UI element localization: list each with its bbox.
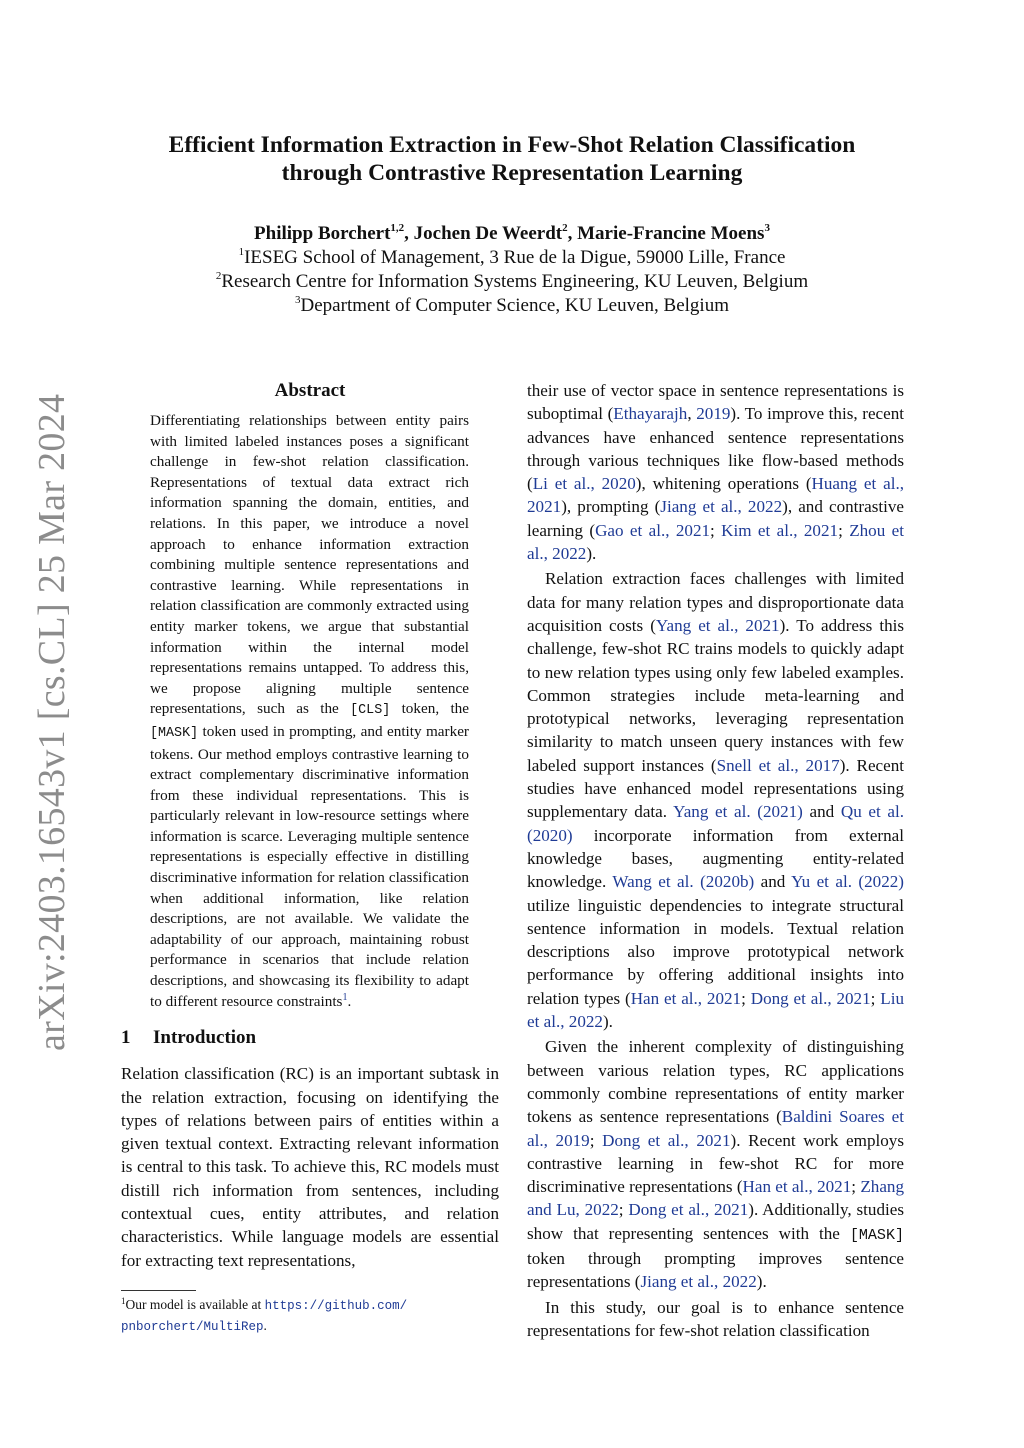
text-run: Given the inherent complexity of distinguishing between various relation types, RC applications commonly combine representations of entity marker tokens as sentence representations ( xyxy=(527,1037,904,1127)
text-run: ). Recent studies have enhanced model representations using supplementary data. xyxy=(527,755,905,822)
text-run: Relation extraction faces challenges with limited data for many relation types and disproportionate data acquisition costs ( xyxy=(527,569,904,635)
text-run: incorporate information from external knowledge bases, augmenting entity-related knowledge. xyxy=(527,825,904,892)
text-run: ; xyxy=(618,1200,629,1220)
author-block xyxy=(120,222,904,318)
citation-link[interactable]: Han et al., 2021 xyxy=(630,988,742,1008)
footnote-reference[interactable]: 1 xyxy=(342,991,348,1003)
citation-link[interactable]: Wang et al. (2020b) xyxy=(612,872,755,892)
citation-link[interactable]: Dong et al., 2021 xyxy=(628,1200,749,1220)
title-line-1: Efficient Information Extraction in Few-Shot Relation Classification xyxy=(168,132,856,158)
affiliation-2 xyxy=(120,270,904,294)
abstract-text: Differentiating relationships between entity pairs with limited labeled instances poses a significant challenge in few-shot relation classification. Representations of textual data extract rich information spanning the domain, entities, and relations. In this paper, we introduce a novel approach to enhance information extraction combining multiple sentence representations and contrastive learning. While representations in relation classification are commonly extracted using entity marker tokens, we argue that substantial information within the internal model representations remains untapped. To address this, we propose aligning multiple sentence representations, such as the xyxy=(150,412,469,718)
text-run: ). Additionally, studies show that representing sentences with the xyxy=(527,1200,904,1243)
intro-paragraph-1-continued xyxy=(527,379,904,565)
author-separator: , xyxy=(567,223,578,244)
citation-link[interactable]: Baldini Soares et al., 2019 xyxy=(527,1107,904,1150)
abstract-text: token, the xyxy=(390,700,470,718)
arxiv-identifier-stamp: arXiv:2403.16543v1 [cs.CL] 25 Mar 2024 xyxy=(31,393,73,1051)
mask-token: [MASK] xyxy=(849,1225,904,1244)
citation-link[interactable]: Jiang et al., 2022 xyxy=(660,497,783,517)
text-run: and xyxy=(802,802,841,822)
intro-paragraph-3 xyxy=(527,1035,904,1293)
author-1: Philipp Borchert xyxy=(254,223,391,244)
citation-link[interactable]: Yang et al. (2021) xyxy=(673,802,803,822)
text-run: ; xyxy=(710,520,722,540)
text-run: ). To address this challenge, few-shot RC trains models to quickly adapt to new relation types using only few labeled examples. Common strategies include meta-learning and prototypical networks, leveraging representation similarity to match unseen query instances with few labeled support instances ( xyxy=(527,615,905,775)
citation-link[interactable]: Yu et al. (2022) xyxy=(791,872,904,892)
text-run: ), prompting ( xyxy=(561,497,661,517)
footnote-marker: 1 xyxy=(121,1296,126,1306)
mask-token: [MASK] xyxy=(150,725,199,741)
abstract-body xyxy=(150,411,469,1012)
footnote-url[interactable]: pnborchert/MultiRep xyxy=(121,1320,264,1334)
intro-paragraph-4: In this study, our goal is to enhance sentence representations for few-shot relation classification xyxy=(527,1297,904,1340)
text-run: ; xyxy=(741,988,751,1008)
text-run: token through prompting improves sentence representations ( xyxy=(527,1248,904,1292)
author-1-affil: 1,2 xyxy=(390,222,405,234)
citation-link[interactable]: Huang et al., 2021 xyxy=(527,474,904,517)
abstract-text: token used in prompting, and entity marker tokens. Our method employs contrastive learning to extract complementary discriminative information from these individual representations. This is particularly relevant in low-resource settings where information is scarce. Leveraging multiple sentence representations is especially effective in distilling discriminative information for relation classification when additional information, like relation descriptions, are not available. We validate the adaptability of our approach, maintaining robust performance in scenarios that include relation descriptions, and showcasing its flexibility to adapt to different resource constraints xyxy=(150,722,469,1010)
text-run: ), and contrastive learning ( xyxy=(527,497,904,540)
intro-paragraph-1: Relation classification (RC) is an important subtask in the relation extraction, focusing on identifying the types of relations between pairs of entities within a given textual context. Extracting relevant information is central to this task. To achieve this, RC models must distill rich information from sentences, including contextual cues, entity attributes, and relation characteristics. While language models are essential for extracting text representations, xyxy=(121,1064,499,1270)
citation-link[interactable]: Gao et al., 2021 xyxy=(595,520,711,540)
text-run: ), whitening operations ( xyxy=(635,474,812,494)
text-run: ). xyxy=(756,1272,767,1292)
section-number: 1 xyxy=(121,1027,131,1049)
citation-link[interactable]: Jiang et al., 2022 xyxy=(640,1272,757,1292)
section-title: Introduction xyxy=(153,1027,257,1049)
affiliation-1 xyxy=(120,246,904,270)
footnote xyxy=(121,1295,499,1337)
affiliation-marker: 2 xyxy=(215,270,222,282)
citation-link[interactable]: Yang et al., 2021 xyxy=(655,615,780,635)
abstract-text: . xyxy=(347,992,352,1010)
citation-link[interactable]: Dong et al., 2021 xyxy=(750,988,871,1008)
footnote-rule xyxy=(121,1290,196,1291)
section-heading-introduction xyxy=(121,1026,499,1050)
right-column xyxy=(527,379,904,1342)
author-2-affil: 2 xyxy=(562,222,568,234)
footnote-text: Our model is available at xyxy=(125,1297,265,1312)
text-run: ). xyxy=(602,1012,613,1032)
abstract-heading: Abstract xyxy=(274,380,346,401)
affiliation-3 xyxy=(120,294,904,318)
author-3-affil: 3 xyxy=(764,222,770,234)
text-run: ). Recent work employs contrastive learning in few-shot RC for more discriminative representations ( xyxy=(527,1130,904,1197)
footnote-url[interactable]: https://github.com/ xyxy=(264,1299,408,1313)
author-separator: , xyxy=(404,223,414,244)
author-names xyxy=(120,222,904,246)
text-run: ). To improve this, recent advances have enhanced sentence representations through various techniques like flow-based methods ( xyxy=(527,404,905,494)
text-run: their use of vector space in sentence representations is suboptimal ( xyxy=(527,381,904,424)
citation-link[interactable]: Zhang and Lu, 2022 xyxy=(527,1177,904,1220)
citation-link[interactable]: Snell et al., 2017 xyxy=(716,755,840,775)
text-run: ). xyxy=(586,544,597,564)
footnote-text: . xyxy=(263,1318,267,1333)
title-line-2: through Contrastive Representation Learning xyxy=(281,160,743,186)
citation-link[interactable]: Li et al., 2020 xyxy=(532,474,636,494)
text-run: , xyxy=(687,404,697,424)
text-run: ; xyxy=(870,988,881,1008)
citation-link[interactable]: Dong et al., 2021 xyxy=(602,1130,731,1150)
cls-token: [CLS] xyxy=(350,703,391,719)
citation-link[interactable]: Han et al., 2021 xyxy=(742,1177,852,1197)
citation-link[interactable]: Qu et al. (2020) xyxy=(527,802,905,845)
text-run: ; xyxy=(589,1130,603,1150)
text-run: utilize linguistic dependencies to integrate structural sentence information in models. Textual relation descriptions also improve prototypical network performance by offering additional insights into relation types ( xyxy=(527,895,904,1008)
text-run: ; xyxy=(851,1177,861,1197)
affiliation-marker: 3 xyxy=(295,294,301,306)
affiliation-text: Department of Computer Science, KU Leuven, Belgium xyxy=(300,295,729,316)
affiliation-text: Research Centre for Information Systems Engineering, KU Leuven, Belgium xyxy=(221,271,809,292)
citation-link[interactable]: 2019 xyxy=(696,404,731,424)
text-run: ; xyxy=(838,520,850,540)
author-2: Jochen De Weerdt xyxy=(413,223,563,244)
affiliation-marker: 1 xyxy=(238,246,245,258)
author-3: Marie-Francine Moens xyxy=(577,223,765,244)
text-run: and xyxy=(754,872,792,892)
citation-link[interactable]: Ethayarajh xyxy=(613,404,688,424)
citation-link[interactable]: Zhou et al., 2022 xyxy=(527,520,904,564)
citation-link[interactable]: Liu et al., 2022 xyxy=(527,988,905,1032)
left-column xyxy=(121,379,499,1272)
paper-title xyxy=(120,131,904,187)
affiliation-text: IESEG School of Management, 3 Rue de la Digue, 59000 Lille, France xyxy=(244,247,786,268)
intro-paragraph-2 xyxy=(527,567,904,1033)
citation-link[interactable]: Kim et al., 2021 xyxy=(721,520,839,540)
